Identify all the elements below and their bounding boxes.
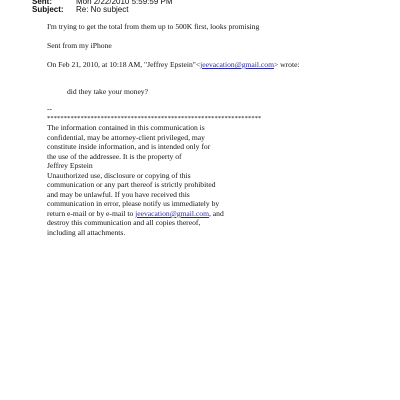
disclaimer-line: communication or any part thereof is strictly prohibited (47, 180, 216, 190)
subject-label: Subject: (32, 5, 64, 14)
disclaimer-line: including all attachments. (47, 228, 126, 238)
disclaimer-line: Unauthorized use, disclosure or copying of this (47, 170, 191, 180)
disclaimer-line: communication in error, please notify us immediately by (47, 199, 220, 209)
disclaimer-line: constitute inside information, and is intended only for (47, 142, 211, 152)
disclaimer-email-link[interactable]: jeevacation@gmail.com (135, 208, 209, 218)
signature-text: Sent from my iPhone (47, 41, 112, 50)
disclaimer-return-line (47, 209, 287, 219)
disclaimer-block (47, 123, 287, 238)
sent-value: Mon 2/22/2010 5:59:59 PM (76, 0, 173, 6)
separator-dashes: -- (47, 104, 53, 113)
subject-value: Re: No subject (76, 5, 129, 14)
email-body-text: I'm trying to get the total from them up to 500K first, looks promising (47, 22, 260, 31)
disclaimer-line: and may be unlawful. If you have received this (47, 189, 190, 199)
quote-header (47, 60, 300, 70)
quote-header-email-link[interactable]: jeevacation@gmail.com (200, 60, 274, 69)
quoted-text: did they take your money? (67, 87, 148, 96)
quote-header-suffix: > wrote: (273, 60, 300, 69)
disclaimer-line: confidential, may be attorney-client privileged, may (47, 132, 205, 142)
subject-row (32, 5, 128, 15)
disclaimer-line: Jeffrey Epstein (47, 161, 93, 171)
disclaimer-line: The information contained in this communication is (47, 123, 205, 132)
disclaimer-line: the use of the addressee. It is the property of (47, 151, 182, 161)
disclaimer-line: destroy this communication and all copies thereof, (47, 218, 201, 228)
separator-stars: **************************************************************** (47, 115, 262, 122)
disclaimer-return-suffix: , and (208, 208, 224, 218)
sent-label: Sent: (32, 0, 52, 6)
disclaimer-return-prefix: return e-mail or by e-mail to (47, 208, 136, 218)
quote-header-prefix: On Feb 21, 2010, at 10:18 AM, "Jeffrey Epstein"< (47, 60, 201, 69)
